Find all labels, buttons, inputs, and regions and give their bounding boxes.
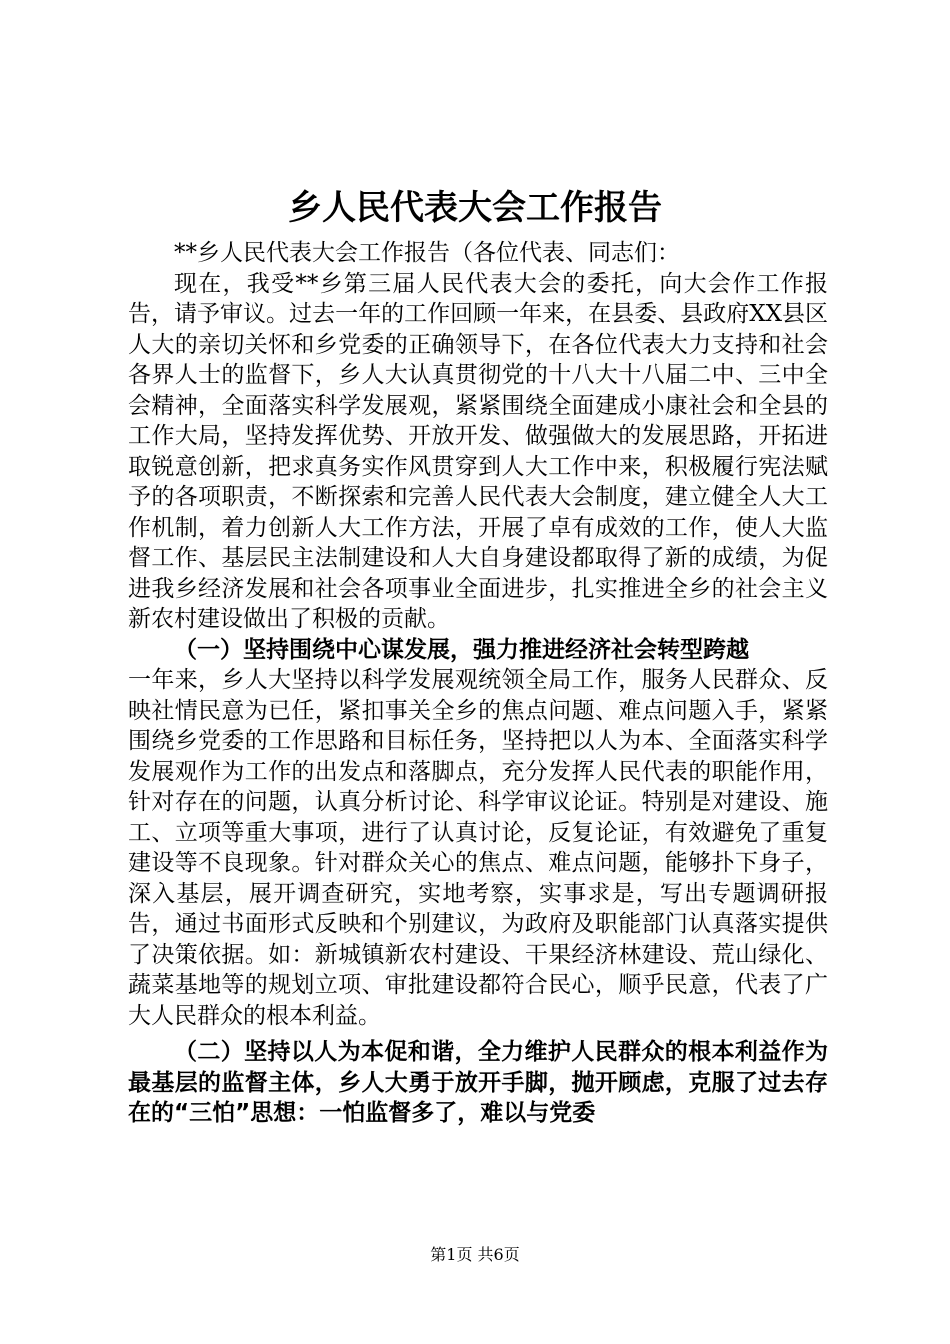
document-title: 乡人民代表大会工作报告 xyxy=(288,188,662,228)
page-footer: 第1页 共6页 xyxy=(430,1245,520,1264)
section-1-paragraph: 一年来，乡人大坚持以科学发展观统领全局工作，服务人民群众、反映社情民意为已任，紧扣事关全乡的焦点问题、难点问题入手，紧紧围绕乡党委的工作思路和目标任务，坚持把以人为本、全面落实科学发展观作为工作的出发点和落脚点，充分发挥人民代表的职能作用，针对存在的问题，认真分析讨论、科学审议论证。特别是对建设、施工、立项等重大事项，进行了认真讨论，反复论证，有效避免了重复建设等不良现象。针对群众关心的焦点、难点问题，能够扑下身子，深入基层，展开调查研究，实地考察，实事求是，写出专题调研报告，通过书面形式反映和个别建议，为政府及职能部门认真落实提供了决策依据。如：新城镇新农村建设、干果经济林建设、荒山绿化、蔬菜基地等的规划立项、审批建设都符合民心，顺乎民意，代表了广大人民群众的根本利益。 xyxy=(128,667,828,1029)
document-body xyxy=(128,238,828,1129)
section-heading-1: （一）坚持围绕中心谋发展，强力推进经济社会转型跨越 xyxy=(174,636,749,663)
intro-paragraph: 现在，我受**乡第三届人民代表大会的委托，向大会作工作报告，请予审议。过去一年的工作回顾一年来，在县委、县政府XX县区人大的亲切关怀和乡党委的正确领导下，在各位代表大力支持和社会各界人士的监督下，乡人大认真贯彻党的十八大十八届二中、三中全会精神，全面落实科学发展观，紧紧围绕全面建成小康社会和全县的工作大局，坚持发挥优势、开放开发、做强做大的发展思路，开拓进取锐意创新，把求真务实作风贯穿到人大工作中来，积极履行宪法赋予的各项职责，不断探索和完善人民代表大会制度，建立健全人大工作机制，着力创新人大工作方法，开展了卓有成效的工作，使人大监督工作、基层民主法制建设和人大自身建设都取得了新的成绩，为促进我乡经济发展和社会各项事业全面进步，扎实推进全乡的社会主义新农村建设做出了积极的贡献。 xyxy=(128,270,828,632)
section-heading-2: （二）坚持以人为本促和谐，全力维护人民群众的根本利益作为最基层的监督主体，乡人大勇于放开手脚，抛开顾虑，克服了过去存在的“三怕”思想：一怕监督多了，难以与党委 xyxy=(128,1039,828,1126)
greeting-paragraph: **乡人民代表大会工作报告（各位代表、同志们： xyxy=(174,240,680,266)
